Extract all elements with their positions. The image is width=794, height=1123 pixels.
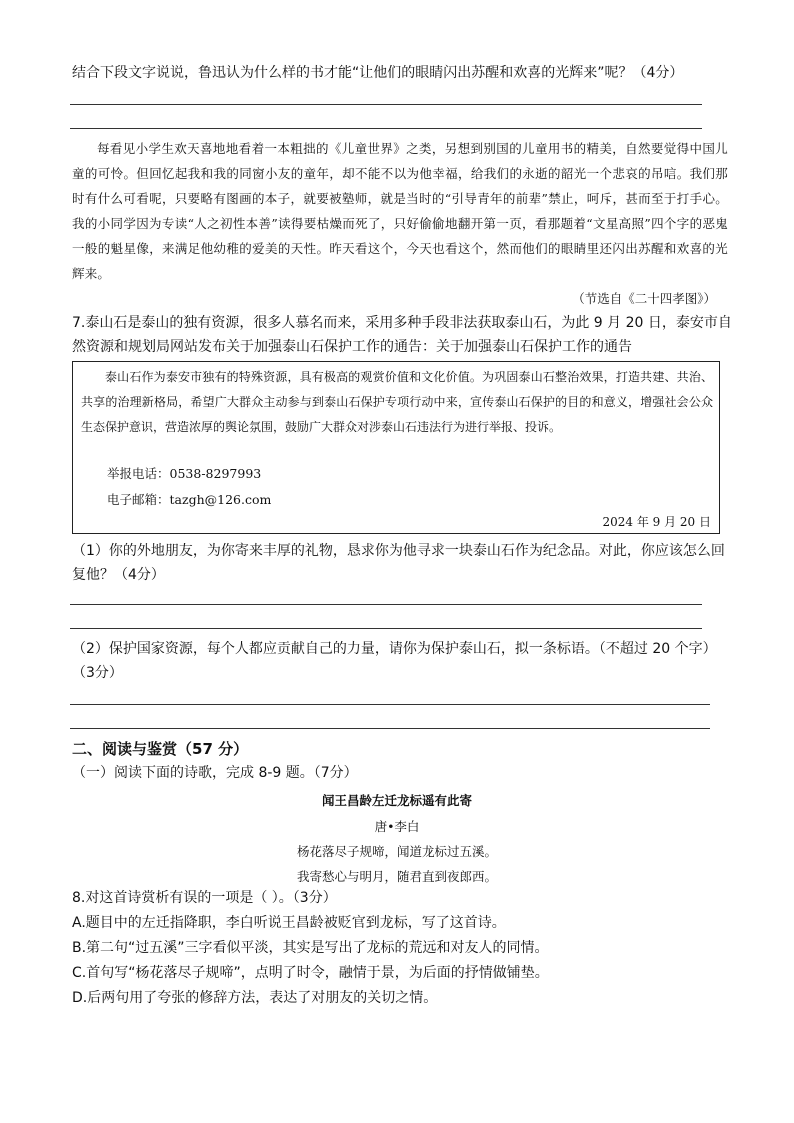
option-b: B.第二句“过五溪”三字看似平淡，其实是写出了龙标的荒远和对友人的同情。 xyxy=(72,940,549,956)
option-c: C.首句写“杨花落尽子规啼”，点明了时令，融情于景，为后面的抒情做铺垫。 xyxy=(72,965,549,981)
answer-line xyxy=(70,104,702,105)
email-line xyxy=(107,490,271,508)
question-7-intro-line2: 然资源和规划局网站发布关于加强泰山石保护工作的通告：关于加强泰山石保护工作的通告 xyxy=(72,339,632,355)
option-d: D.后两句用了夸张的修辞方法，表达了对朋友的关切之情。 xyxy=(72,990,438,1006)
poem-author: 唐•李白 xyxy=(374,819,420,834)
question-7-2-line1: （2）保护国家资源，每个人都应贡献自己的力量，请你为保护泰山石，拟一条标语。（不超过 20 个字） xyxy=(72,641,717,657)
option-a: A.题目中的左迁指降职，李白听说王昌龄被贬官到龙标，写了这首诗。 xyxy=(72,915,506,931)
poem-line-1: 杨花落尽子规啼，闻道龙标过五溪。 xyxy=(296,844,497,859)
question-7-1-line2: 复他？（4分） xyxy=(72,567,165,583)
question-7-1-line1: （1）你的外地朋友，为你寄来丰厚的礼物，恳求你为他寻求一块泰山石作为纪念品。对此，你应该怎么回 xyxy=(72,543,725,559)
part-1-instruction: （一）阅读下面的诗歌，完成 8-9 题。（7分） xyxy=(72,765,358,781)
passage-source: （节选自《二十四孝图》） xyxy=(572,291,716,306)
question-7-2-line2: （3分） xyxy=(72,665,123,681)
phone-number: 0538-8297993 xyxy=(169,466,262,481)
answer-line xyxy=(70,604,702,605)
phone-label: 举报电话： xyxy=(107,466,170,481)
answer-line xyxy=(70,704,710,705)
answer-line xyxy=(70,628,702,629)
answer-line xyxy=(70,728,710,729)
poem-line-2: 我寄愁心与明月，随君直到夜郎西。 xyxy=(296,869,497,884)
question-6-prompt: 结合下段文字说说，鲁迅认为什么样的书才能“让他们的眼睛闪出苏醒和欢喜的光辉来”呢？（4分） xyxy=(72,65,684,81)
email-address: tazgh@126.com xyxy=(169,492,272,507)
answer-line xyxy=(70,128,702,129)
notice-body: 泰山石作为泰安市独有的特殊资源，具有极高的观赏价值和文化价值。为巩固泰山石整治效果，打造共建、共治、共享的治理新格局，希望广大群众主动参与到泰山石保护专项行动中来，宣传泰山石保护的目的和意义，增强社会公众生态保护意识，营造浓厚的舆论氛围，鼓励广大群众对涉泰山石违法行为进行举报、投诉。 xyxy=(81,370,713,434)
section-heading: 二、阅读与鉴赏（57 分） xyxy=(72,740,249,758)
phone-line xyxy=(107,464,261,482)
notice-date: 2024 年 9 月 20 日 xyxy=(602,515,711,529)
email-label: 电子邮箱： xyxy=(107,492,170,507)
notice-box xyxy=(72,361,720,534)
excerpt-passage: 每看见小学生欢天喜地地看着一本粗拙的《儿童世界》之类，另想到别国的儿童用书的精美，自然要觉得中国儿童的可怜。但回忆起我和我的同窗小友的童年，却不能不以为他幸福，给我们的永逝的韶光一个悲哀的吊唁。我们那时有什么可看呢，只要略有图画的本子，就要被塾师，就是当时的“引导青年的前辈”禁止，呵斥，甚而至于打手心。我的小同学因为专读“人之初性本善”读得要枯燥而死了，只好偷偷地翻开第一页，看那题着“文星高照”四个字的恶鬼一般的魁星像，来满足他幼稚的爱美的天性。昨天看这个，今天也看这个，然而他们的眼睛里还闪出苏醒和欢喜的光辉来。 xyxy=(72,141,728,281)
poem-title: 闻王昌龄左迁龙标遥有此寄 xyxy=(321,793,472,808)
question-8-stem: 8.对这首诗赏析有误的一项是（ ）。（3分） xyxy=(72,890,337,906)
question-7-intro-line1: 7.泰山石是泰山的独有资源，很多人慕名而来，采用多种手段非法获取泰山石，为此 9 月 20 日，泰安市自 xyxy=(72,315,732,331)
